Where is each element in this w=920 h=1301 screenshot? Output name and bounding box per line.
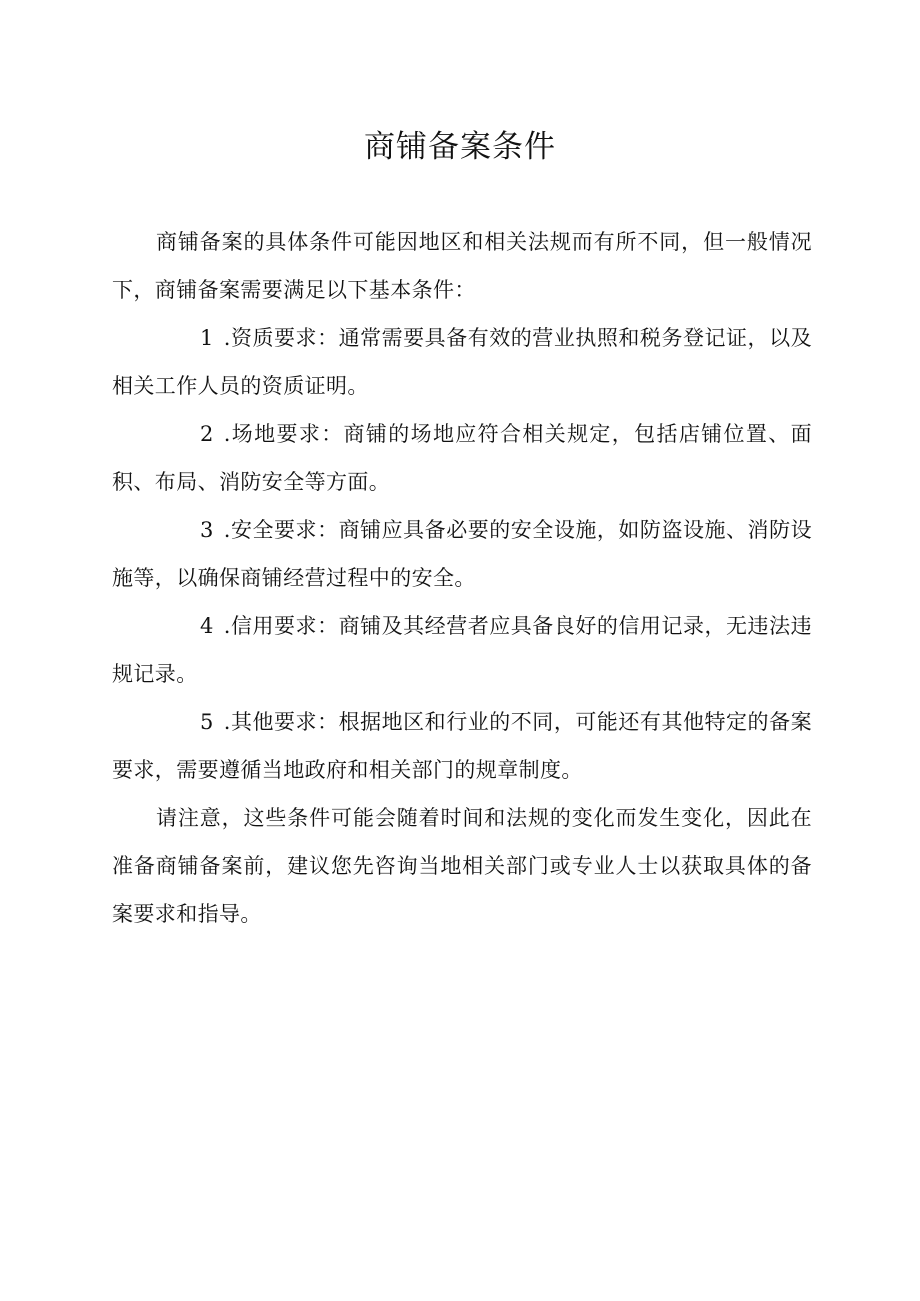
item-number: 4 (200, 614, 214, 638)
list-item (112, 506, 812, 602)
item-text: .资质要求：通常需要具备有效的营业执照和税务登记证，以及相关工作人员的资质证明。 (112, 326, 812, 398)
document-title: 商铺备案条件 (364, 129, 556, 165)
item-number: 3 (200, 518, 214, 542)
item-number: 2 (200, 422, 214, 446)
item-number: 1 (200, 326, 214, 350)
item-text: .其他要求：根据地区和行业的不同，可能还有其他特定的备案要求，需要遵循当地政府和相关部门的规章制度。 (112, 710, 812, 782)
item-text: .场地要求：商铺的场地应符合相关规定，包括店铺位置、面积、布局、消防安全等方面。 (112, 422, 812, 494)
document-body (112, 218, 812, 938)
intro-paragraph: 商铺备案的具体条件可能因地区和相关法规而有所不同，但一般情况下，商铺备案需要满足以下基本条件： (112, 230, 812, 302)
item-text: .信用要求：商铺及其经营者应具备良好的信用记录，无违法违规记录。 (112, 614, 812, 686)
list-item (112, 314, 812, 410)
item-number: 5 (200, 710, 214, 734)
list-item (112, 410, 812, 506)
list-item (112, 698, 812, 794)
closing-paragraph: 请注意，这些条件可能会随着时间和法规的变化而发生变化，因此在准备商铺备案前，建议您先咨询当地相关部门或专业人士以获取具体的备案要求和指导。 (112, 806, 812, 926)
item-text: .安全要求：商铺应具备必要的安全设施，如防盗设施、消防设施等，以确保商铺经营过程中的安全。 (112, 518, 812, 590)
list-item (112, 602, 812, 698)
